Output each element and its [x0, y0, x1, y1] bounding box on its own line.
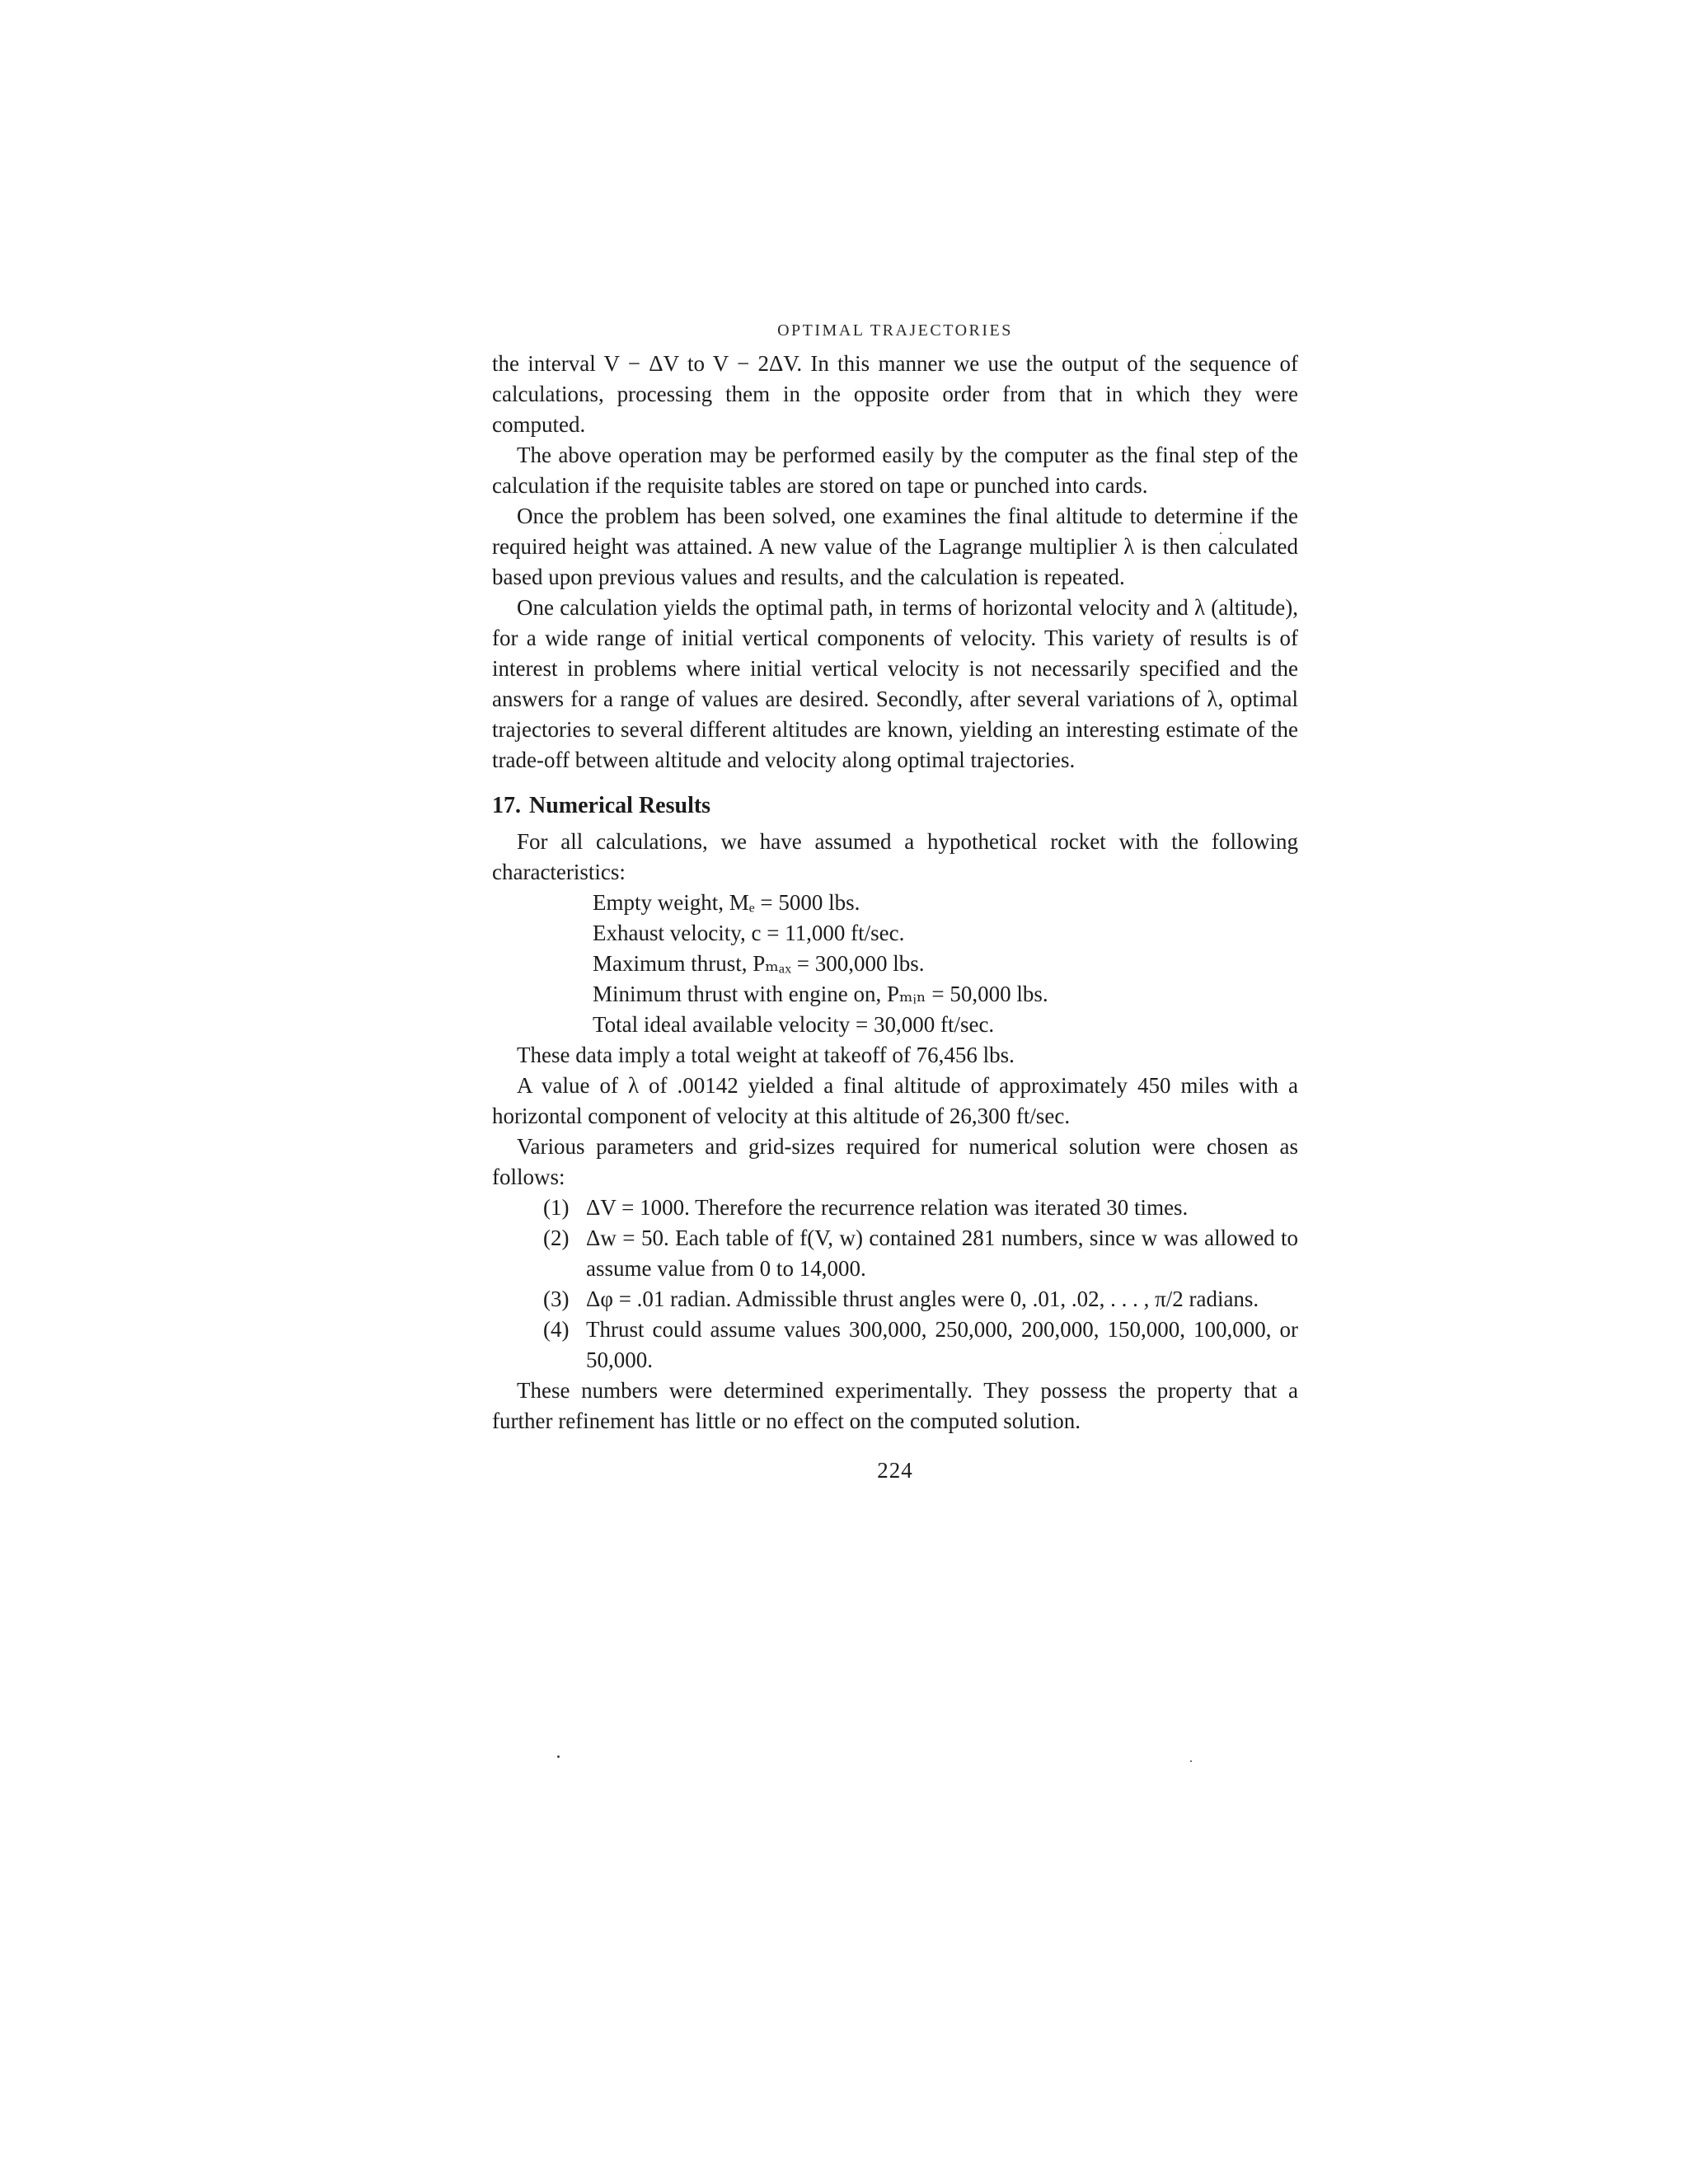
item-text: Thrust could assume values 300,000, 250,000, 200,000, 150,000, 100,000, or 50,000. — [586, 1317, 1298, 1372]
list-item — [543, 1315, 1298, 1376]
item-label: (1) — [543, 1195, 570, 1220]
paragraph: For all calculations, we have assumed a hypothetical rocket with the following characteristics: — [492, 829, 1298, 884]
item-text: Δw = 50. Each table of f(V, w) contained 281 numbers, since w was allowed to assume value from 0 to 14,000. — [586, 1226, 1298, 1281]
item-label: (4) — [543, 1317, 570, 1342]
paragraph: the interval V − ΔV to V − 2ΔV. In this manner we use the output of the sequence of calculations, processing them in the opposite order from that in which they were computed. — [492, 351, 1298, 437]
section-number: 17. — [492, 793, 521, 818]
spec-item: Maximum thrust, Pₘₐₓ = 300,000 lbs. — [593, 951, 925, 976]
paragraph: Various parameters and grid-sizes required for numerical solution were chosen as follows: — [492, 1134, 1298, 1189]
section-heading — [492, 790, 1298, 822]
paragraph: These numbers were determined experimentally. They possess the property that a further refinement has little or no effect on the computed solution. — [492, 1378, 1298, 1433]
item-label: (3) — [543, 1286, 570, 1311]
paragraph: A value of λ of .00142 yielded a final altitude of approximately 450 miles with a horizontal component of velocity at this altitude of 26,300 ft/sec. — [492, 1073, 1298, 1128]
section-title: Numerical Results — [529, 793, 711, 818]
paragraph: Once the problem has been solved, one examines the final altitude to determine if the required height was attained. A new value of the Lagrange multiplier λ is then calculated based upon previous values and results, and the calculation is repeated. — [492, 504, 1298, 589]
spec-item: Total ideal available velocity = 30,000 ft/sec. — [593, 1012, 995, 1037]
item-text: ΔV = 1000. Therefore the recurrence relation was iterated 30 times. — [586, 1195, 1189, 1220]
scan-speck — [557, 1755, 560, 1758]
spec-item: Exhaust velocity, c = 11,000 ft/sec. — [593, 921, 905, 945]
parameter-list — [492, 1193, 1298, 1376]
scan-speck — [1190, 1760, 1192, 1762]
book-page — [492, 321, 1298, 1483]
paragraph: These data imply a total weight at takeoff of 76,456 lbs. — [517, 1043, 1015, 1067]
spec-item: Minimum thrust with engine on, Pₘᵢₙ = 50,000 lbs. — [593, 982, 1048, 1006]
spec-item: Empty weight, Mₑ = 5000 lbs. — [593, 890, 860, 915]
list-item — [543, 1284, 1298, 1315]
scan-speck — [1220, 532, 1221, 534]
item-label: (2) — [543, 1226, 570, 1250]
list-item — [543, 1223, 1298, 1284]
list-item — [543, 1193, 1298, 1223]
rocket-characteristics-list — [492, 888, 1298, 1040]
running-head: OPTIMAL TRAJECTORIES — [777, 321, 1013, 340]
paragraph: The above operation may be performed easily by the computer as the final step of the calculation if the requisite tables are stored on tape or punched into cards. — [492, 443, 1298, 498]
item-text: Δφ = .01 radian. Admissible thrust angles were 0, .01, .02, . . . , π/2 radians. — [586, 1286, 1259, 1311]
paragraph: One calculation yields the optimal path, in terms of horizontal velocity and λ (altitude), for a wide range of initial vertical components of velocity. This variety of results is of interest in problems where initial vertical velocity is not necessarily specified and the answers for a range of values are desired. Secondly, after several variations of λ, optimal trajectories to several different altitudes are known, yielding an interesting estimate of the trade-off between altitude and velocity along optimal trajectories. — [492, 595, 1298, 772]
page-number: 224 — [877, 1458, 913, 1483]
